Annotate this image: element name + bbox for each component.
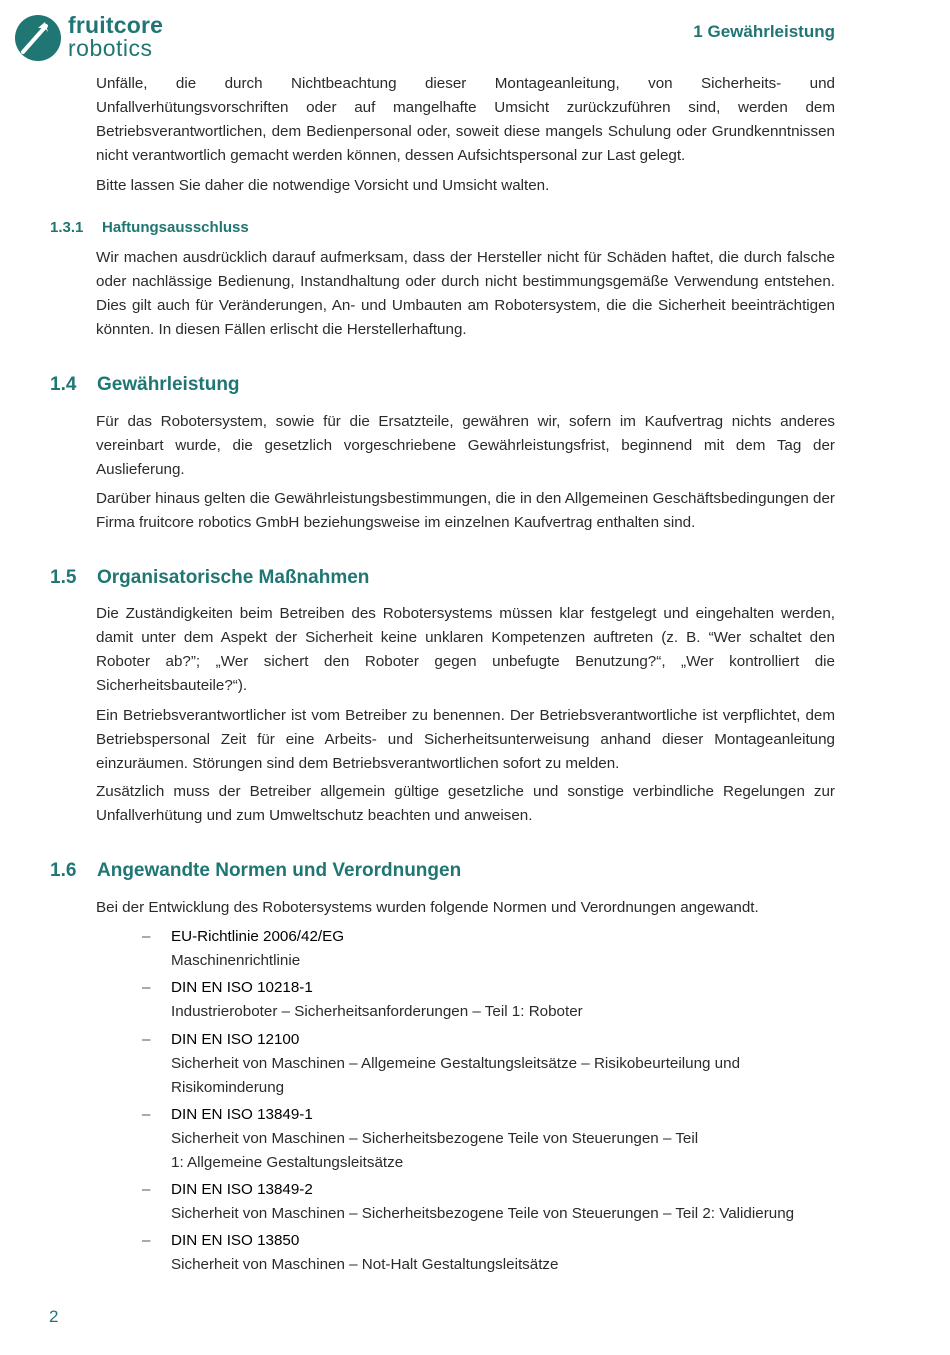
section-title: Haftungsausschluss xyxy=(102,219,249,236)
list-dash: – xyxy=(142,979,151,996)
section-number: 1.5 xyxy=(50,567,77,588)
section-heading-1-3-1 xyxy=(50,219,249,236)
organisation-paragraph-1: Die Zuständigkeiten beim Betreiben des Robotersystems müssen klar festgelegt und eingehalten werden, damit unter dem Aspekt der Sicherheit keine unklaren Kompetenzen auftreten (z. B. “Wer schaltet den Roboter ab?”; „Wer sichert den Roboter gegen unbefugte Benutzung?“, „Wer kontrolliert die Sicherheitsbauteile?“). xyxy=(96,605,835,694)
company-logo xyxy=(14,14,174,64)
standard-code: DIN EN ISO 12100 xyxy=(171,1031,300,1048)
list-dash: – xyxy=(142,1181,151,1198)
logo-wordmark-line2: robotics xyxy=(68,35,153,61)
standard-code: DIN EN ISO 13849-1 xyxy=(171,1106,313,1123)
standard-code: DIN EN ISO 13850 xyxy=(171,1232,300,1249)
list-dash: – xyxy=(142,1232,151,1249)
section-number: 1.3.1 xyxy=(50,219,84,236)
organisation-paragraph-2: Ein Betriebsverantwortlicher ist vom Betreiber zu benennen. Der Betriebsverantwortliche ist verpflichtet, dem Betriebspersonal Zeit für eine Arbeits- und Sicherheitsunterweisung anhand dieser Montageanleitung einzuräumen. Störungen sind dem Betriebsverantwortlichen sofort zu melden. xyxy=(96,707,835,772)
standard-description: Maschinenrichtlinie xyxy=(171,952,301,969)
section-heading-1-5 xyxy=(50,567,369,589)
page-number: 2 xyxy=(49,1307,59,1326)
section-number: 1.4 xyxy=(50,374,77,395)
list-dash: – xyxy=(142,1031,151,1048)
section-title: Angewandte Normen und Verordnungen xyxy=(97,860,462,881)
standard-code: DIN EN ISO 10218-1 xyxy=(171,979,313,996)
standard-description: Industrieroboter – Sicherheitsanforderungen – Teil 1: Roboter xyxy=(171,1003,583,1020)
standard-code: DIN EN ISO 13849-2 xyxy=(171,1181,313,1198)
section-title: Organisatorische Maßnahmen xyxy=(97,567,370,588)
warranty-paragraph-2: Darüber hinaus gelten die Gewährleistungsbestimmungen, die in den Allgemeinen Geschäftsbedingungen der Firma fruitcore robotics GmbH beziehungsweise im einzelnen Kaufvertrag enthalten sind. xyxy=(96,490,835,531)
organisation-paragraph-3: Zusätzlich muss der Betreiber allgemein gültige gesetzliche und sonstige verbindliche Regelungen zur Unfallverhütung und zum Umweltschutz beachten und anweisen. xyxy=(96,783,835,824)
section-heading-1-4 xyxy=(50,374,240,396)
standard-code: EU-Richtlinie 2006/42/EG xyxy=(171,928,345,945)
section-title: Gewährleistung xyxy=(97,374,240,395)
standard-description: Sicherheit von Maschinen – Sicherheitsbezogene Teile von Steuerungen – Teil 2: Validierung xyxy=(171,1205,795,1222)
standard-description: Sicherheit von Maschinen – Not-Halt Gestaltungsleitsätze xyxy=(171,1256,559,1273)
list-dash: – xyxy=(142,1106,151,1123)
intro-paragraph-2: Bitte lassen Sie daher die notwendige Vorsicht und Umsicht walten. xyxy=(96,177,550,194)
section-heading-1-6 xyxy=(50,860,461,882)
intro-paragraph-1: Unfälle, die durch Nichtbeachtung dieser Montageanleitung, von Sicherheits- und Unfallverhütungsvorschriften oder auf mangelhafte Umsicht zurückzuführen sind, werden dem Betriebsverantwortlichen, dem Bedienpersonal oder, soweit diese mangels Schulung oder Grundkenntnissen nicht verantwortlich gemacht werden können, dessen Aufsichtspersonal zur Last gelegt. xyxy=(96,75,835,164)
list-dash: – xyxy=(142,928,151,945)
standards-intro-paragraph: Bei der Entwicklung des Robotersystems wurden folgende Normen und Verordnungen angewandt. xyxy=(96,899,759,916)
disclaimer-paragraph: Wir machen ausdrücklich darauf aufmerksam, dass der Hersteller nicht für Schäden haftet, die durch falsche oder nachlässige Bedienung, Instandhaltung oder durch nicht bestimmungsgemäße Verwendung entstehen. Dies gilt auch für Veränderungen, An- und Umbauten am Robotersystem, die die Sicherheit beeinträchtigen könnten. In diesen Fällen erlischt die Herstellerhaftung. xyxy=(96,249,835,338)
standard-description: Sicherheit von Maschinen – Allgemeine Gestaltungsleitsätze – Risikobeurteilung und Risikominderung xyxy=(171,1055,741,1096)
standard-description: Sicherheit von Maschinen – Sicherheitsbezogene Teile von Steuerungen – Teil 1: Allgemeine Gestaltungsleitsätze xyxy=(171,1130,699,1171)
warranty-paragraph-1: Für das Robotersystem, sowie für die Ersatzteile, gewähren wir, sofern im Kaufvertrag nichts anderes vereinbart wurde, die gesetzlich vorgeschriebene Gewährleistungsfrist, beginnend mit dem Tag der Auslieferung. xyxy=(96,413,835,478)
running-header: 1 Gewährleistung xyxy=(693,22,835,41)
section-number: 1.6 xyxy=(50,860,77,881)
fruitcore-logo-icon xyxy=(14,14,62,62)
logo-wordmark-line1: fruitcore xyxy=(68,12,164,38)
